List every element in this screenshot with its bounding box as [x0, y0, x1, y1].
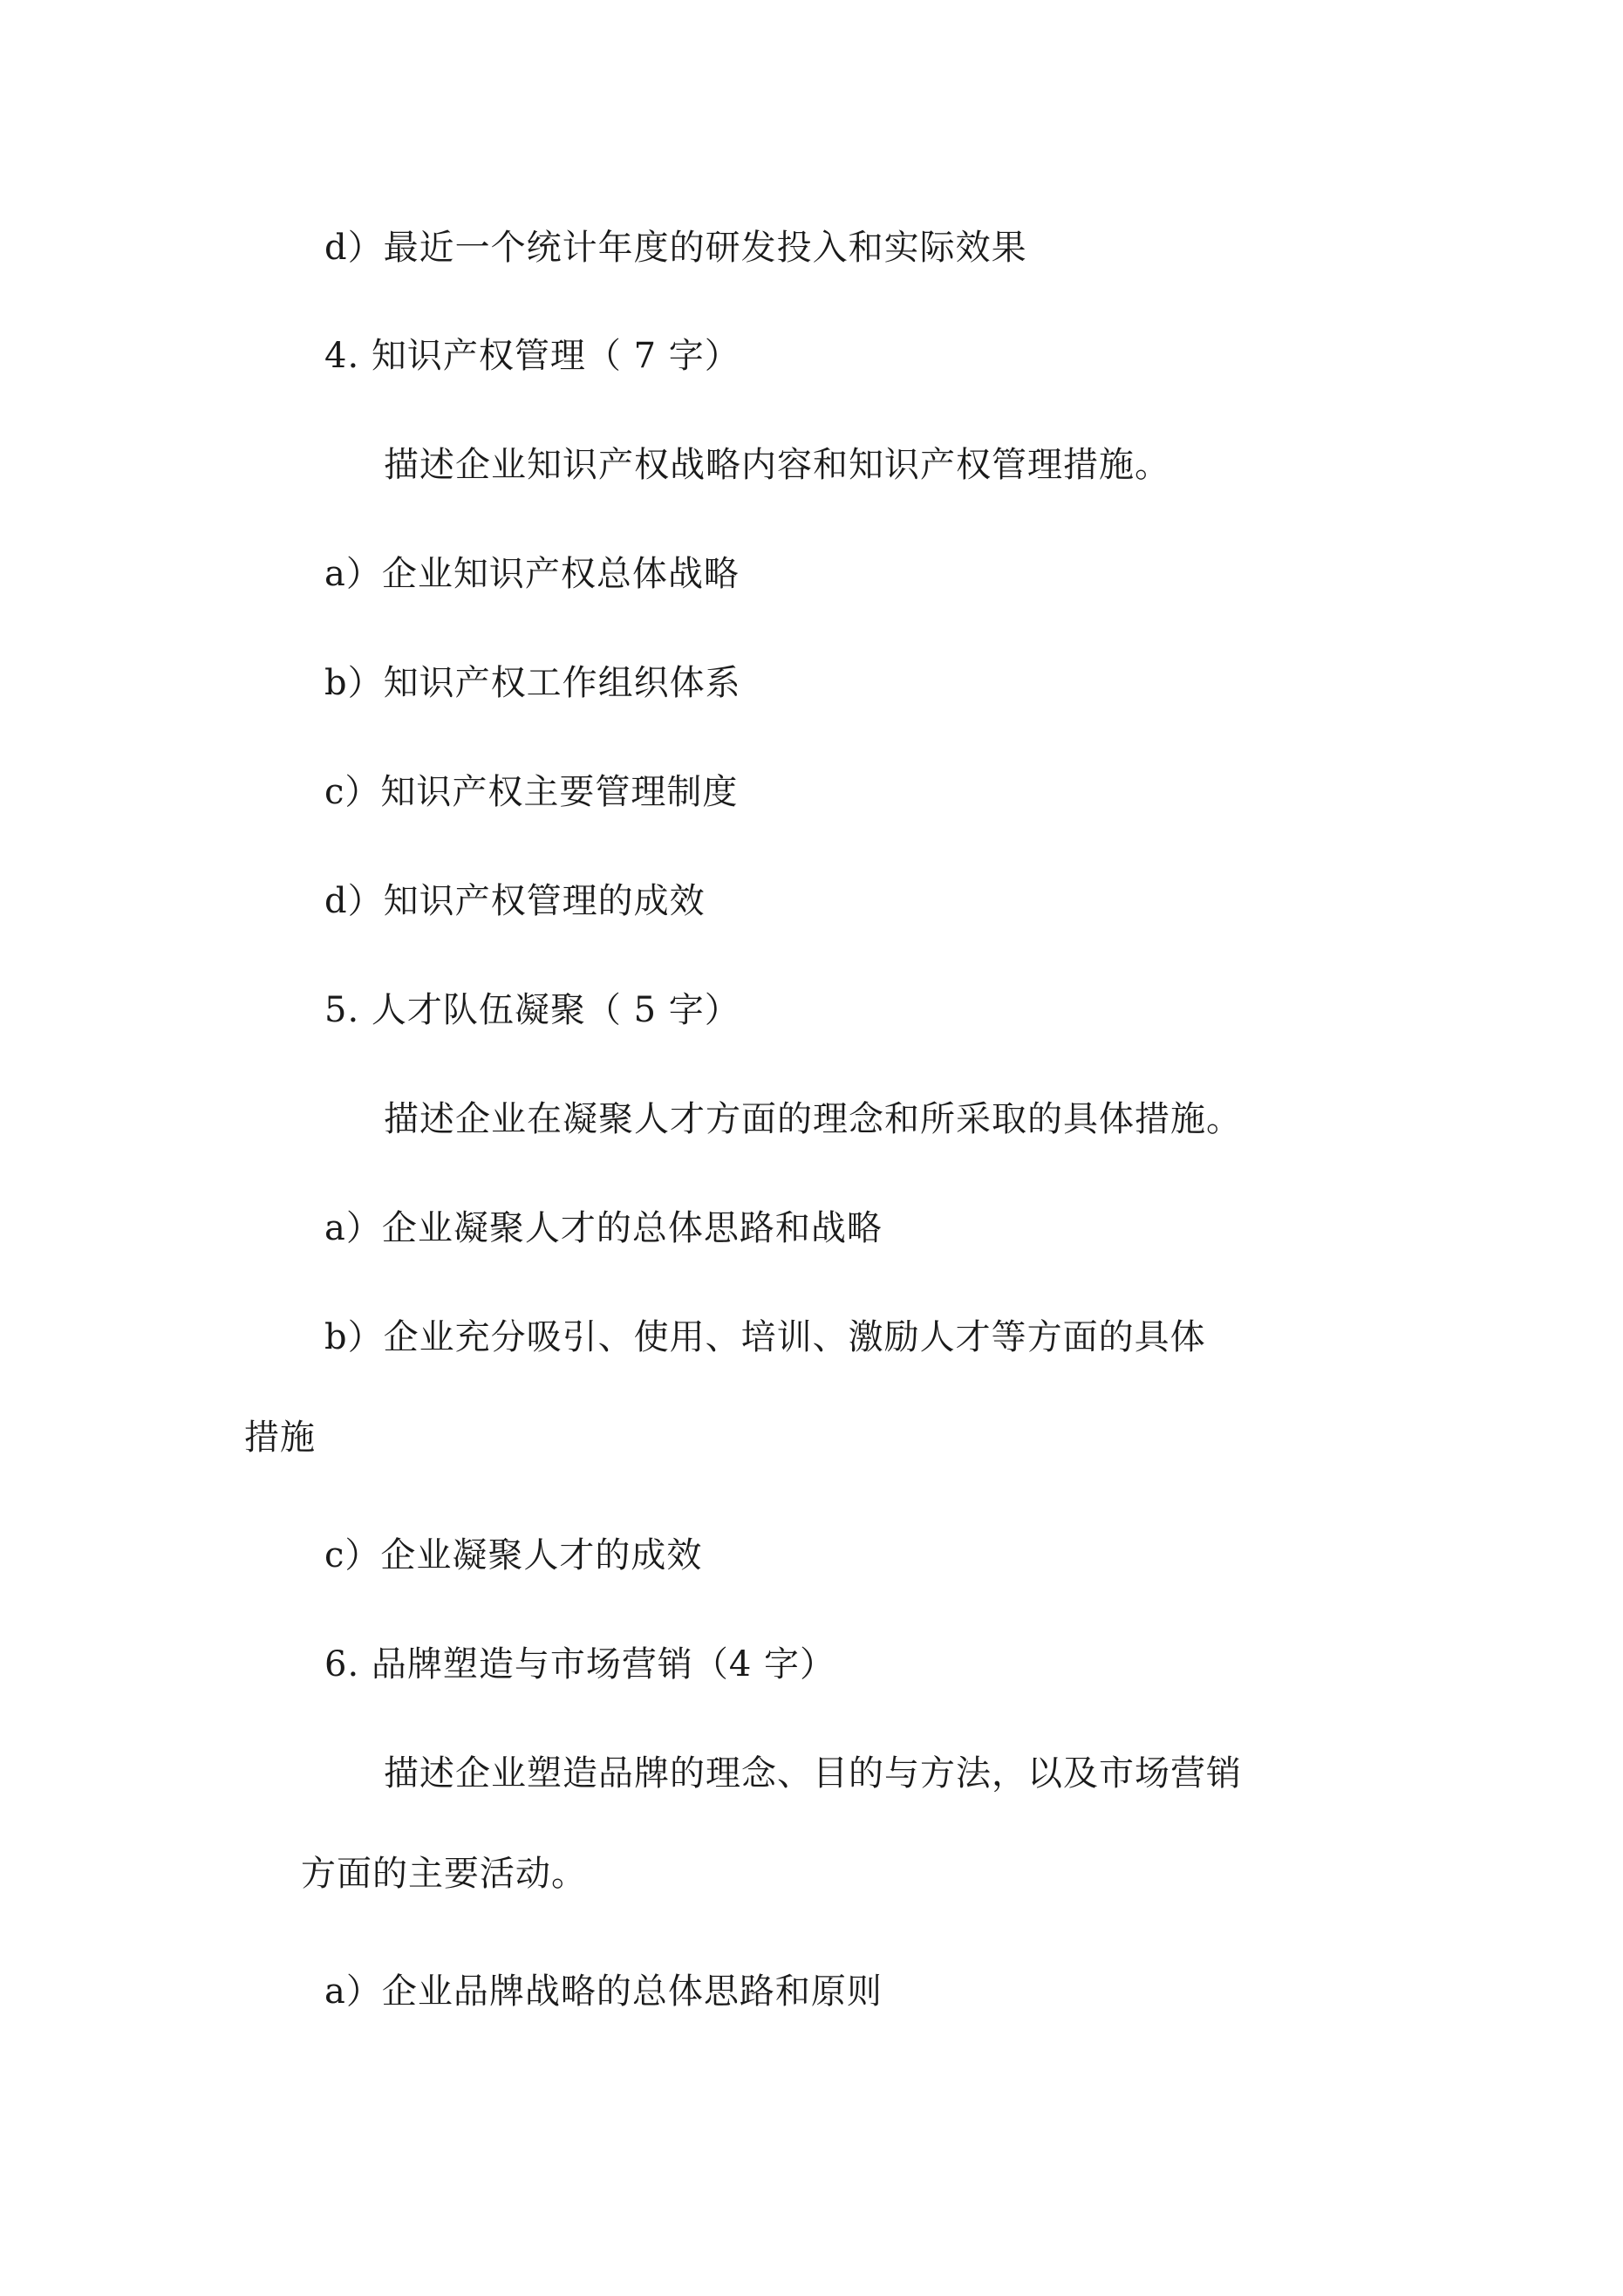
section-heading-ip-management: 4. 知识产权管理（ 7 字）: [324, 336, 740, 376]
section-heading-talent: 5. 人才队伍凝聚（ 5 字）: [324, 990, 740, 1030]
list-item-ip-organization: b）知识产权工作组织体系: [324, 663, 741, 703]
list-item-talent-strategy: a）企业凝聚人才的总体思路和战略: [324, 1208, 883, 1248]
list-item-ip-system: c）知识产权主要管理制度: [324, 772, 739, 812]
paragraph-brand-description: 描述企业塑造品牌的理念、目的与方法，以及市场营销: [384, 1753, 1242, 1794]
paragraph-brand-description-continued: 方面的主要活动。: [301, 1854, 587, 1894]
paragraph-talent-description: 描述企业在凝聚人才方面的理念和所采取的具体措施。: [384, 1099, 1242, 1139]
section-heading-brand: 6. 品牌塑造与市场营销（4 字）: [324, 1644, 836, 1684]
list-item-brand-strategy: a）企业品牌战略的总体思路和原则: [324, 1971, 883, 2012]
list-item-talent-results: c）企业凝聚人才的成效: [324, 1535, 703, 1575]
list-item-ip-strategy: a）企业知识产权总体战略: [324, 554, 740, 594]
list-item-ip-results: d）知识产权管理的成效: [324, 881, 706, 921]
list-item-talent-measures: b）企业充分吸引、使用、培训、激励人才等方面的具体: [324, 1317, 1206, 1357]
list-item-talent-measures-continued: 措施: [244, 1418, 316, 1458]
paragraph-ip-description: 描述企业知识产权战略内容和知识产权管理措施。: [384, 445, 1170, 485]
list-item-rd-results: d）最近一个统计年度的研发投入和实际效果: [324, 228, 1027, 268]
